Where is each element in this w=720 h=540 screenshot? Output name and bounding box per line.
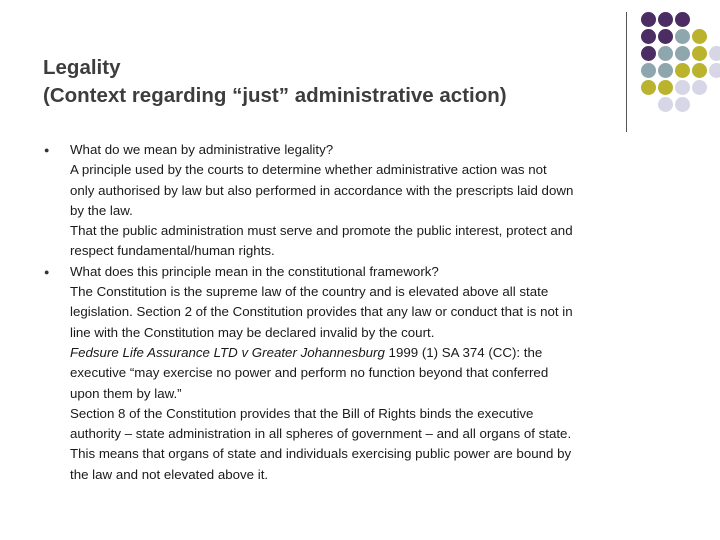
bullet-item-2: [44, 262, 684, 485]
text-line: legislation. Section 2 of the Constitution provides that any law or conduct that is not in: [70, 304, 573, 320]
text-line: What do we mean by administrative legality?: [70, 142, 334, 157]
text-line: respect fundamental/human rights.: [70, 243, 275, 259]
case-citation-line: [70, 343, 684, 363]
slide-body: [44, 140, 684, 485]
text-line: upon them by law.”: [70, 385, 182, 401]
decorative-dot: [675, 97, 690, 112]
text-line: The Constitution is the supreme law of the country and is elevated above all state: [70, 284, 549, 300]
decorative-dot: [692, 46, 707, 61]
text-line: the law and not elevated above it.: [70, 466, 269, 482]
text-line: A principle used by the courts to determine whether administrative action was not: [70, 162, 547, 178]
text-line: executive “may exercise no power and perform no function beyond that conferred: [70, 365, 549, 381]
decorative-dot: [692, 29, 707, 44]
decorative-dot: [641, 80, 656, 95]
text-line: authority – state administration in all spheres of government – and all organs of state.: [70, 426, 572, 442]
text-line: line with the Constitution may be declared invalid by the court.: [70, 324, 435, 340]
case-citation: 1999 (1) SA 374 (CC): the: [384, 344, 543, 360]
text-line: That the public administration must serve and promote the public interest, protect and: [70, 223, 573, 239]
text-line: This means that organs of state and individuals exercising public power are bound by: [70, 446, 572, 462]
decorative-dot: [675, 80, 690, 95]
decorative-dot: [658, 46, 673, 61]
case-name: Fedsure Life Assurance LTD v Greater Johannesburg: [70, 344, 385, 360]
decorative-dot: [675, 12, 690, 27]
title-line-1: Legality: [43, 56, 121, 79]
decorative-dot: [709, 46, 720, 61]
decorative-dot: [692, 80, 707, 95]
text-line: only authorised by law but also performed in accordance with the prescripts laid down: [70, 182, 574, 198]
decorative-dot: [675, 46, 690, 61]
decorative-dot: [658, 63, 673, 78]
decorative-dot: [641, 29, 656, 44]
decorative-dot: [658, 29, 673, 44]
title-divider-line: [626, 12, 627, 132]
decorative-dot: [692, 63, 707, 78]
decorative-dot: [658, 12, 673, 27]
decorative-dot: [658, 97, 673, 112]
title-line-2: (Context regarding “just” administrative action): [43, 84, 507, 107]
bullet-item-1: [44, 140, 684, 262]
decorative-dot: [709, 63, 720, 78]
text-line: What does this principle mean in the constitutional framework?: [70, 263, 439, 279]
decorative-dot: [641, 63, 656, 78]
bullet-dot-icon: ●: [44, 266, 50, 277]
decorative-dot: [675, 29, 690, 44]
decorative-dot: [675, 63, 690, 78]
text-line: Section 8 of the Constitution provides that the Bill of Rights binds the executive: [70, 405, 534, 421]
decorative-dot: [641, 46, 656, 61]
text-line: by the law.: [70, 202, 133, 218]
slide-title: [43, 54, 603, 110]
decorative-dot: [658, 80, 673, 95]
bullet-dot-icon: ●: [44, 145, 50, 155]
decorative-dot: [641, 12, 656, 27]
